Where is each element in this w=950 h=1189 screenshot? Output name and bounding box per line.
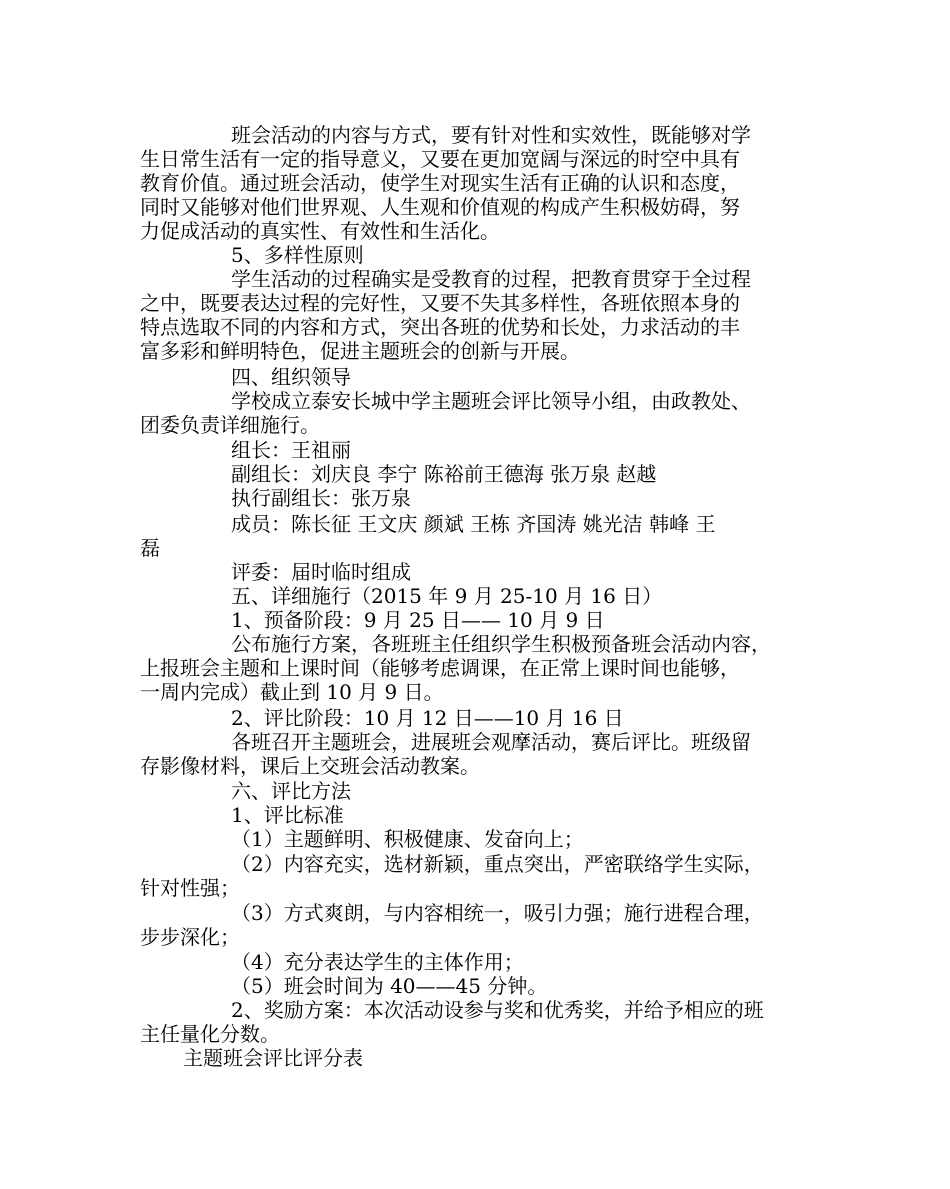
criteria-item: （1）主题鲜明、积极健康、发奋向上； [231, 827, 584, 851]
criteria-item: （3）方式爽朗，与内容相统一，吸引力强；施行进程合理， [231, 901, 764, 925]
paragraph-line: 教育价值。通过班会活动，使学生对现实生活有正确的认识和态度， [140, 171, 740, 195]
paragraph-line: 上报班会主题和上课时间（能够考虑调课，在正常上课时间也能够， [140, 656, 740, 680]
criteria-item: （4）充分表达学生的主体作用； [231, 950, 524, 974]
paragraph-line: 同时又能够对他们世界观、人生观和价值观的构成产生积极妨碍，努 [140, 195, 740, 219]
member-line: 磊 [140, 536, 160, 560]
paragraph-line: 特点选取不同的内容和方式，突出各班的优势和长处，力求活动的丰 [140, 315, 740, 339]
paragraph-line: 学校成立泰安长城中学主题班会评比领导小组，由政教处、 [231, 389, 751, 413]
paragraph-line: 存影像材料，课后上交班会活动教案。 [140, 754, 480, 778]
paragraph-line: 主任量化分数。 [140, 1022, 280, 1046]
paragraph-line: 生日常生活有一定的指导意义，又要在更加宽阔与深远的时空中具有 [140, 147, 740, 171]
criteria-item: （2）内容充实，选材新颖，重点突出，严密联络学生实际， [231, 852, 764, 876]
criteria-item: （5）班会时间为 40——45 分钟。 [231, 974, 548, 998]
member-line: 副组长：刘庆良 李宁 陈裕前王德海 张万泉 赵越 [231, 462, 657, 486]
member-line: 执行副组长：张万泉 [231, 486, 411, 510]
subsection-heading: 2、奖励方案：本次活动设参与奖和优秀奖，并给予相应的班 [231, 998, 764, 1022]
criteria-item: 针对性强； [140, 876, 240, 900]
section-heading: 五、详细施行（2015 年 9 月 25-10 月 16 日） [231, 584, 663, 608]
subsection-heading: 2、评比阶段：10 月 12 日——10 月 16 日 [231, 706, 624, 730]
section-heading: 六、评比方法 [231, 779, 351, 803]
paragraph-line: 学生活动的过程确实是受教育的过程，把教育贯穿于全过程 [231, 267, 751, 291]
paragraph-line: 之中，既要表达过程的完好性，又要不失其多样性，各班依照本身的 [140, 291, 740, 315]
subsection-heading: 1、预备阶段：9 月 25 日—— 10 月 9 日 [231, 608, 605, 632]
section-heading: 四、组织领导 [231, 365, 351, 389]
paragraph-line: 富多彩和鲜明特色，促进主题班会的创新与开展。 [140, 339, 580, 363]
section-heading: 5、多样性原则 [231, 243, 364, 267]
paragraph-line: 公布施行方案，各班班主任组织学生积极预备班会活动内容， [231, 632, 771, 656]
subsection-heading: 1、评比标准 [231, 803, 344, 827]
paragraph-line: 一周内完成）截止到 10 月 9 日。 [140, 680, 444, 704]
criteria-item: 步步深化； [140, 925, 240, 949]
member-line: 组长：王祖丽 [231, 438, 351, 462]
paragraph-line: 班会活动的内容与方式，要有针对性和实效性，既能够对学 [231, 123, 751, 147]
member-line: 成员：陈长征 王文庆 颜斌 王栋 齐国涛 姚光洁 韩峰 王 [231, 512, 716, 536]
paragraph-line: 力促成活动的真实性、有效性和生活化。 [140, 219, 500, 243]
member-line: 评委：届时临时组成 [231, 560, 411, 584]
table-title: 主题班会评比评分表 [183, 1046, 363, 1070]
paragraph-line: 团委负责详细施行。 [140, 413, 320, 437]
paragraph-line: 各班召开主题班会，进展班会观摩活动，赛后评比。班级留 [231, 730, 751, 754]
